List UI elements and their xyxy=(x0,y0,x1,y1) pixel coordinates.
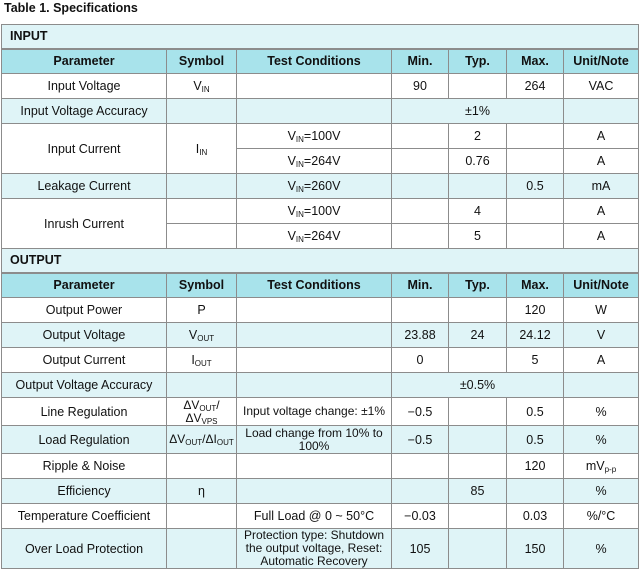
cell-empty xyxy=(392,174,449,199)
test-condition: Input voltage change: ±1% xyxy=(237,398,392,426)
param-ripple-noise: Ripple & Noise xyxy=(2,454,167,479)
symbol-iout: $I_{OUT}$ xyxy=(167,348,237,373)
cell-empty xyxy=(564,373,639,398)
min-value: 0 xyxy=(392,348,449,373)
typ-value: ±0.5% xyxy=(392,373,564,398)
cell-empty xyxy=(449,348,507,373)
table-row xyxy=(2,398,639,426)
unit-value: %/°C xyxy=(564,504,639,529)
cell-empty xyxy=(167,99,237,124)
cell-empty xyxy=(237,479,392,504)
cell-empty xyxy=(237,373,392,398)
test-condition: Full Load @ 0 ~ 50°C xyxy=(237,504,392,529)
table-row xyxy=(2,373,639,398)
param-output-current: Output Current xyxy=(2,348,167,373)
unit-value: W xyxy=(564,298,639,323)
header-test-conditions: Test Conditions xyxy=(237,273,392,298)
cell-empty xyxy=(507,124,564,149)
header-typ: Typ. xyxy=(449,273,507,298)
param-leakage-current: Leakage Current xyxy=(2,174,167,199)
cell-empty xyxy=(237,99,392,124)
unit-value: % xyxy=(564,426,639,454)
test-condition: Load change from 10% to 100% xyxy=(237,426,392,454)
output-header-row xyxy=(2,273,639,298)
unit-value: % xyxy=(564,479,639,504)
symbol-line-reg: $\Delta V_{OUT}/\Delta V_{VPS}$ xyxy=(167,398,237,426)
header-min: Min. xyxy=(392,49,449,74)
param-input-voltage: Input Voltage xyxy=(2,74,167,99)
symbol-iin: $I_{IN}$ xyxy=(167,124,237,174)
unit-value: mA xyxy=(564,174,639,199)
typ-value: ±1% xyxy=(392,99,564,124)
cell-empty xyxy=(507,199,564,224)
output-section-title: OUTPUT xyxy=(2,249,639,273)
header-max: Max. xyxy=(507,273,564,298)
param-line-regulation: Line Regulation xyxy=(2,398,167,426)
header-parameter: Parameter xyxy=(2,49,167,74)
param-load-regulation: Load Regulation xyxy=(2,426,167,454)
unit-value: A xyxy=(564,199,639,224)
table-row xyxy=(2,323,639,348)
test-condition: Protection type: Shutdown the output voltage, Reset: Automatic Recovery xyxy=(237,529,392,569)
input-section-row xyxy=(2,25,639,49)
cell-empty xyxy=(392,479,449,504)
cell-empty xyxy=(449,426,507,454)
cell-empty xyxy=(167,529,237,569)
cell-empty xyxy=(237,74,392,99)
typ-value: 5 xyxy=(449,224,507,249)
param-output-power: Output Power xyxy=(2,298,167,323)
max-value: 0.5 xyxy=(507,398,564,426)
min-value: −0.5 xyxy=(392,426,449,454)
cell-empty xyxy=(449,398,507,426)
cell-empty xyxy=(507,149,564,174)
param-over-load-protection: Over Load Protection xyxy=(2,529,167,569)
typ-value: 85 xyxy=(449,479,507,504)
cell-empty xyxy=(237,323,392,348)
cell-empty xyxy=(167,174,237,199)
cell-empty xyxy=(449,529,507,569)
table-row xyxy=(2,529,639,569)
cell-empty xyxy=(507,479,564,504)
param-output-voltage: Output Voltage xyxy=(2,323,167,348)
test-condition: $V_{IN}=260V$ xyxy=(237,174,392,199)
symbol-vin: $V_{IN}$ xyxy=(167,74,237,99)
unit-value: $mV_{p-p}$ xyxy=(564,454,639,479)
max-value: 120 xyxy=(507,454,564,479)
typ-value: 0.76 xyxy=(449,149,507,174)
cell-empty xyxy=(167,454,237,479)
table-row xyxy=(2,199,639,224)
table-row xyxy=(2,298,639,323)
unit-value: A xyxy=(564,348,639,373)
param-inrush-current: Inrush Current xyxy=(2,199,167,249)
typ-value: 4 xyxy=(449,199,507,224)
max-value: 120 xyxy=(507,298,564,323)
test-condition: $V_{IN}=264V$ xyxy=(237,149,392,174)
cell-empty xyxy=(392,149,449,174)
input-section-title: INPUT xyxy=(2,25,639,49)
table-row xyxy=(2,174,639,199)
cell-empty xyxy=(237,348,392,373)
test-condition: $V_{IN}=100V$ xyxy=(237,124,392,149)
max-value: 24.12 xyxy=(507,323,564,348)
symbol-eta: η xyxy=(167,479,237,504)
max-value: 264 xyxy=(507,74,564,99)
cell-empty xyxy=(392,224,449,249)
min-value: −0.5 xyxy=(392,398,449,426)
symbol-load-reg: $\Delta V_{OUT}/\Delta I_{OUT}$ xyxy=(167,426,237,454)
param-input-current: Input Current xyxy=(2,124,167,174)
header-parameter: Parameter xyxy=(2,273,167,298)
cell-empty xyxy=(449,504,507,529)
param-output-voltage-accuracy: Output Voltage Accuracy xyxy=(2,373,167,398)
header-symbol: Symbol xyxy=(167,49,237,74)
min-value: 90 xyxy=(392,74,449,99)
cell-empty xyxy=(237,454,392,479)
table-row xyxy=(2,74,639,99)
header-min: Min. xyxy=(392,273,449,298)
cell-empty xyxy=(449,174,507,199)
cell-empty xyxy=(507,224,564,249)
max-value: 150 xyxy=(507,529,564,569)
output-section-row xyxy=(2,249,639,273)
header-test-conditions: Test Conditions xyxy=(237,49,392,74)
table-row xyxy=(2,504,639,529)
unit-value: A xyxy=(564,149,639,174)
symbol-p: P xyxy=(167,298,237,323)
cell-empty xyxy=(449,74,507,99)
unit-value: % xyxy=(564,529,639,569)
cell-empty xyxy=(449,454,507,479)
cell-empty xyxy=(449,298,507,323)
typ-value: 2 xyxy=(449,124,507,149)
header-unit: Unit/Note xyxy=(564,49,639,74)
cell-empty xyxy=(392,298,449,323)
typ-value: 24 xyxy=(449,323,507,348)
cell-empty xyxy=(392,454,449,479)
symbol-vout: $V_{OUT}$ xyxy=(167,323,237,348)
max-value: 0.5 xyxy=(507,426,564,454)
cell-empty xyxy=(237,298,392,323)
min-value: −0.03 xyxy=(392,504,449,529)
test-condition: $V_{IN}=100V$ xyxy=(237,199,392,224)
cell-empty xyxy=(167,199,237,224)
unit-value: A xyxy=(564,124,639,149)
table-row xyxy=(2,348,639,373)
unit-value: A xyxy=(564,224,639,249)
max-value: 0.5 xyxy=(507,174,564,199)
cell-empty xyxy=(167,224,237,249)
max-value: 5 xyxy=(507,348,564,373)
cell-empty xyxy=(392,199,449,224)
unit-value: V xyxy=(564,323,639,348)
cell-empty xyxy=(392,124,449,149)
min-value: 105 xyxy=(392,529,449,569)
cell-empty xyxy=(167,504,237,529)
param-input-voltage-accuracy: Input Voltage Accuracy xyxy=(2,99,167,124)
table-caption: Table 1. Specifications xyxy=(4,1,138,15)
unit-value: VAC xyxy=(564,74,639,99)
param-temperature-coefficient: Temperature Coefficient xyxy=(2,504,167,529)
test-condition: $V_{IN}=264V$ xyxy=(237,224,392,249)
param-efficiency: Efficiency xyxy=(2,479,167,504)
min-value: 23.88 xyxy=(392,323,449,348)
input-header-row xyxy=(2,49,639,74)
header-typ: Typ. xyxy=(449,49,507,74)
max-value: 0.03 xyxy=(507,504,564,529)
cell-empty xyxy=(564,99,639,124)
header-symbol: Symbol xyxy=(167,273,237,298)
table-row xyxy=(2,479,639,504)
specifications-table xyxy=(1,24,639,569)
header-max: Max. xyxy=(507,49,564,74)
unit-value: % xyxy=(564,398,639,426)
table-row xyxy=(2,454,639,479)
table-row xyxy=(2,99,639,124)
cell-empty xyxy=(167,373,237,398)
table-row xyxy=(2,426,639,454)
header-unit: Unit/Note xyxy=(564,273,639,298)
table-row xyxy=(2,124,639,149)
